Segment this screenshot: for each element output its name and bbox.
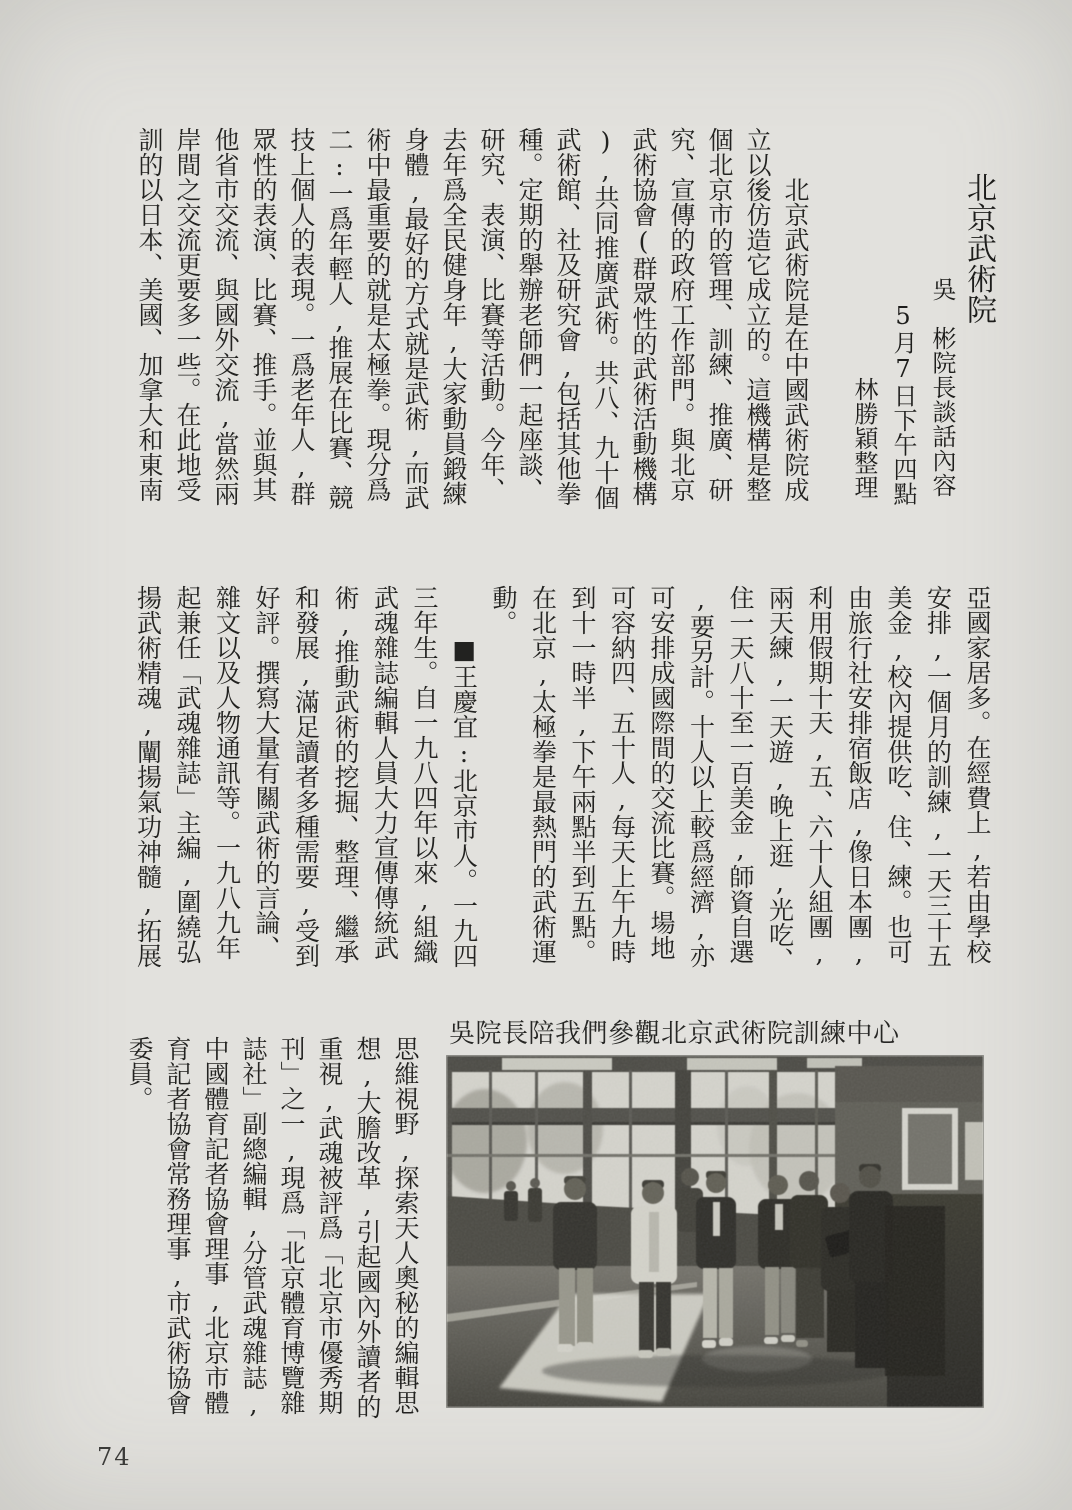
text-column: 可安排成國際間的交流比賽。場地 [647, 585, 676, 960]
text-column: 武術館、社及研究會,包括其他拳 [553, 127, 582, 506]
text-column: 術中最重要的就是太極拳。現分爲 [363, 127, 392, 502]
article-author-line: 吳 彬院長談話內容 [928, 277, 956, 498]
text-column: 揚武術精魂,闡揚氣功神髓,拓展 [133, 585, 163, 968]
text-column: 武魂雜誌編輯人員大力宣傳傳統武 [370, 585, 400, 960]
text-column: 個北京市的管理、訓練、推廣、研 [705, 127, 734, 502]
text-column: 起兼任「武魂雜誌」主編,圍繞弘 [173, 585, 202, 964]
text-column: ■王慶宜:北京市人。一九四 [449, 585, 479, 968]
text-column: 中國體育記者協會理事,北京市體 [201, 1036, 230, 1415]
text-column: 誌社」副總編輯,分管武魂雜誌, [239, 1036, 268, 1419]
text-column: 二:一爲年輕人,推展在比賽、競 [325, 127, 354, 510]
text-column: 刊」之一,現爲「北京體育博覽雜 [277, 1036, 306, 1415]
text-column: 可容納四、五十人,每天上午九時 [607, 585, 637, 964]
text-column: 安排,一個月的訓練,一天三十五 [923, 585, 953, 968]
training-center-photo-graphic [447, 1056, 983, 1407]
article-block-1 [130, 127, 814, 509]
training-center-photo [447, 1056, 983, 1407]
text-column: 動。 [489, 585, 518, 635]
text-column: 利用假期十天,五、六十人組團, [805, 585, 834, 968]
article-block-2 [128, 585, 997, 972]
text-column: 住一天八十至一百美金,師資自選 [726, 585, 755, 964]
text-column: 北京武術院是在中國武術院成 [781, 127, 810, 502]
article-block-3 [120, 1036, 424, 1418]
text-column: 在北京,太極拳是最熱門的武術運 [528, 585, 558, 964]
text-column: 兩天練,一天遊,晚上逛,光吃、 [765, 585, 795, 972]
text-column: 他省市交流、與國外交流,當然兩 [211, 127, 240, 506]
text-column: 種。定期的舉辦老師們一起座談、 [515, 127, 544, 502]
text-column: 和發展,滿足讀者多種需要,受到 [291, 585, 321, 968]
text-column: 究、宣傳的政府工作部門。與北京 [667, 127, 696, 502]
text-column: 武術協會(群眾性的武術活動機構 [629, 127, 658, 506]
article-title: 北京武術院 [961, 172, 996, 325]
text-column: 去年爲全民健身年,大家動員鍛練 [439, 127, 468, 506]
text-column: 雜文以及人物通訊等。一九八九年 [212, 585, 242, 960]
text-column: 立以後仿造它成立的。這機構是整 [743, 127, 772, 502]
text-column: 三年生。自一九八四年以來,組織 [410, 585, 439, 964]
text-column: 委員。 [125, 1036, 154, 1111]
article-date-line: 5月7日下午四點 [889, 302, 917, 506]
text-column: 術,推動武術的挖掘、整理、繼承 [331, 585, 360, 964]
text-column: 研究、表演、比賽等活動。今年、 [477, 127, 506, 502]
text-column: 美金,校內提供吃、住、練。也可 [884, 585, 913, 964]
text-column: ,要另計。十人以上較爲經濟,亦 [686, 585, 716, 968]
text-column: 岸間之交流更要多一些。在此地受 [173, 127, 202, 502]
photo-caption: 吳院長陪我們參觀北京武術院訓練中心 [449, 1019, 900, 1049]
article-editor-line: 林勝穎整理 [850, 377, 878, 500]
text-column: 思維視野,探索天人奧秘的編輯思 [391, 1036, 420, 1415]
text-column: 由旅行社安排宿飯店,像日本團, [844, 585, 874, 968]
text-column: 好評。撰寫大量有關武術的言論、 [252, 585, 281, 960]
page-number: 74 [97, 1443, 132, 1471]
text-column: 眾性的表演、比賽、推手。並與其 [249, 127, 278, 502]
text-column: 育記者協會常務理事,市武術協會 [163, 1036, 192, 1415]
text-column: 重視,武魂被評爲「北京市優秀期 [315, 1036, 344, 1415]
text-column: ),共同推廣武術。共八、九十個 [591, 127, 620, 510]
text-column: 想,大膽改革,引起國內外讀者的 [353, 1036, 382, 1419]
text-column: 訓的以日本、美國、加拿大和東南 [135, 127, 164, 502]
text-column: 技上個人的表現。一爲老年人,群 [287, 127, 316, 506]
text-column: 到十一時半,下午兩點半到五點。 [568, 585, 597, 964]
text-column: 身體,最好的方式就是武術,而武 [401, 127, 430, 510]
text-column: 亞國家居多。在經費上,若由學校 [963, 585, 992, 964]
